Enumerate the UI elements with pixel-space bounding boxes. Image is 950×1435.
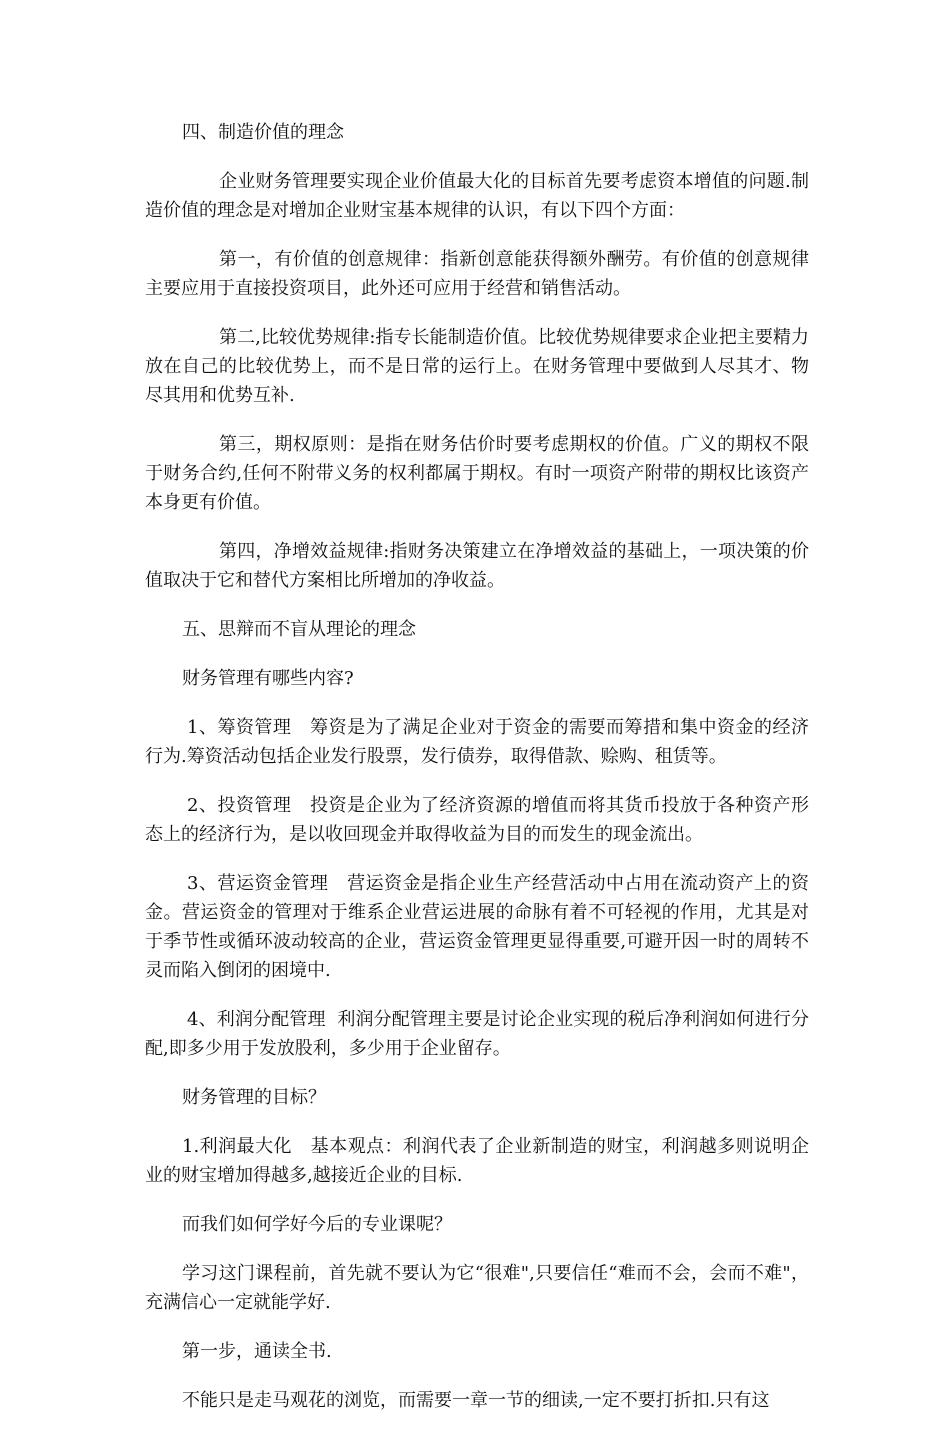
paragraph-intro: 企业财务管理要实现企业价值最大化的目标首先要考虑资本增值的问题.制造价值的理念是对增加企业财宝基本规律的认识，有以下四个方面： bbox=[145, 171, 809, 221]
paragraph-study-attitude: 学习这门课程前，首先就不要认为它“很难",只要信任“难而不会，会而不难"，充满信心一定就能学好. bbox=[145, 1263, 809, 1313]
question-goal: 财务管理的目标？ bbox=[182, 1087, 326, 1108]
list-item-working-capital: 3、营运资金管理 营运资金是指企业生产经营活动中占用在流动资产上的资金。营运资金的管理对于维系企业营运进展的命脉有着不可轻视的作用，尤其是对于季节性或循环波动较高的企业，营运资金管理更显得重要,可避开因一时的周转不灵而陷入倒闭的困境中. bbox=[145, 873, 809, 981]
section-heading-4: 四、制造价值的理念 bbox=[182, 122, 344, 143]
list-item-investment: 2、投资管理 投资是企业为了经济资源的增值而将其货币投放于各种资产形态上的经济行为，是以收回现金并取得收益为目的而发生的现金流出。 bbox=[145, 795, 809, 845]
paragraph-third: 第三，期权原则：是指在财务估价时要考虑期权的价值。广义的期权不限于财务合约,任何不附带义务的权利都属于期权。有时一项资产附带的期权比该资产本身更有价值。 bbox=[145, 434, 809, 513]
document-body bbox=[145, 118, 809, 1435]
list-item-financing: 1、筹资管理 筹资是为了满足企业对于资金的需要而筹措和集中资金的经济行为.筹资活动包括企业发行股票，发行债券，取得借款、赊购、租赁等。 bbox=[145, 717, 809, 767]
paragraph-step-one: 第一步，通读全书. bbox=[182, 1341, 332, 1362]
question-study: 而我们如何学好今后的专业课呢？ bbox=[182, 1214, 452, 1235]
paragraph-second: 第二,比较优势规律:指专长能制造价值。比较优势规律要求企业把主要精力放在自己的比较优势上，而不是日常的运行上。在财务管理中要做到人尽其才、物尽其用和优势互补. bbox=[145, 327, 809, 406]
question-content: 财务管理有哪些内容? bbox=[182, 668, 354, 689]
paragraph-fourth: 第四，净增效益规律:指财务决策建立在净增效益的基础上，一项决策的价值取决于它和替代方案相比所增加的净收益。 bbox=[145, 541, 809, 591]
paragraph-profit-max: 1.利润最大化 基本观点：利润代表了企业新制造的财宝，利润越多则说明企业的财宝增加得越多,越接近企业的目标. bbox=[145, 1136, 809, 1186]
list-item-profit-distribution: 4、利润分配管理 利润分配管理主要是讨论企业实现的税后净利润如何进行分配,即多少用于发放股利，多少用于企业留存。 bbox=[145, 1009, 809, 1059]
paragraph-first: 第一，有价值的创意规律：指新创意能获得额外酬劳。有价值的创意规律主要应用于直接投资项目，此外还可应用于经营和销售活动。 bbox=[145, 249, 809, 299]
section-heading-5: 五、思辩而不盲从理论的理念 bbox=[182, 619, 416, 640]
paragraph-reading: 不能只是走马观花的浏览，而需要一章一节的细读,一定不要打折扣.只有这 bbox=[182, 1390, 770, 1411]
